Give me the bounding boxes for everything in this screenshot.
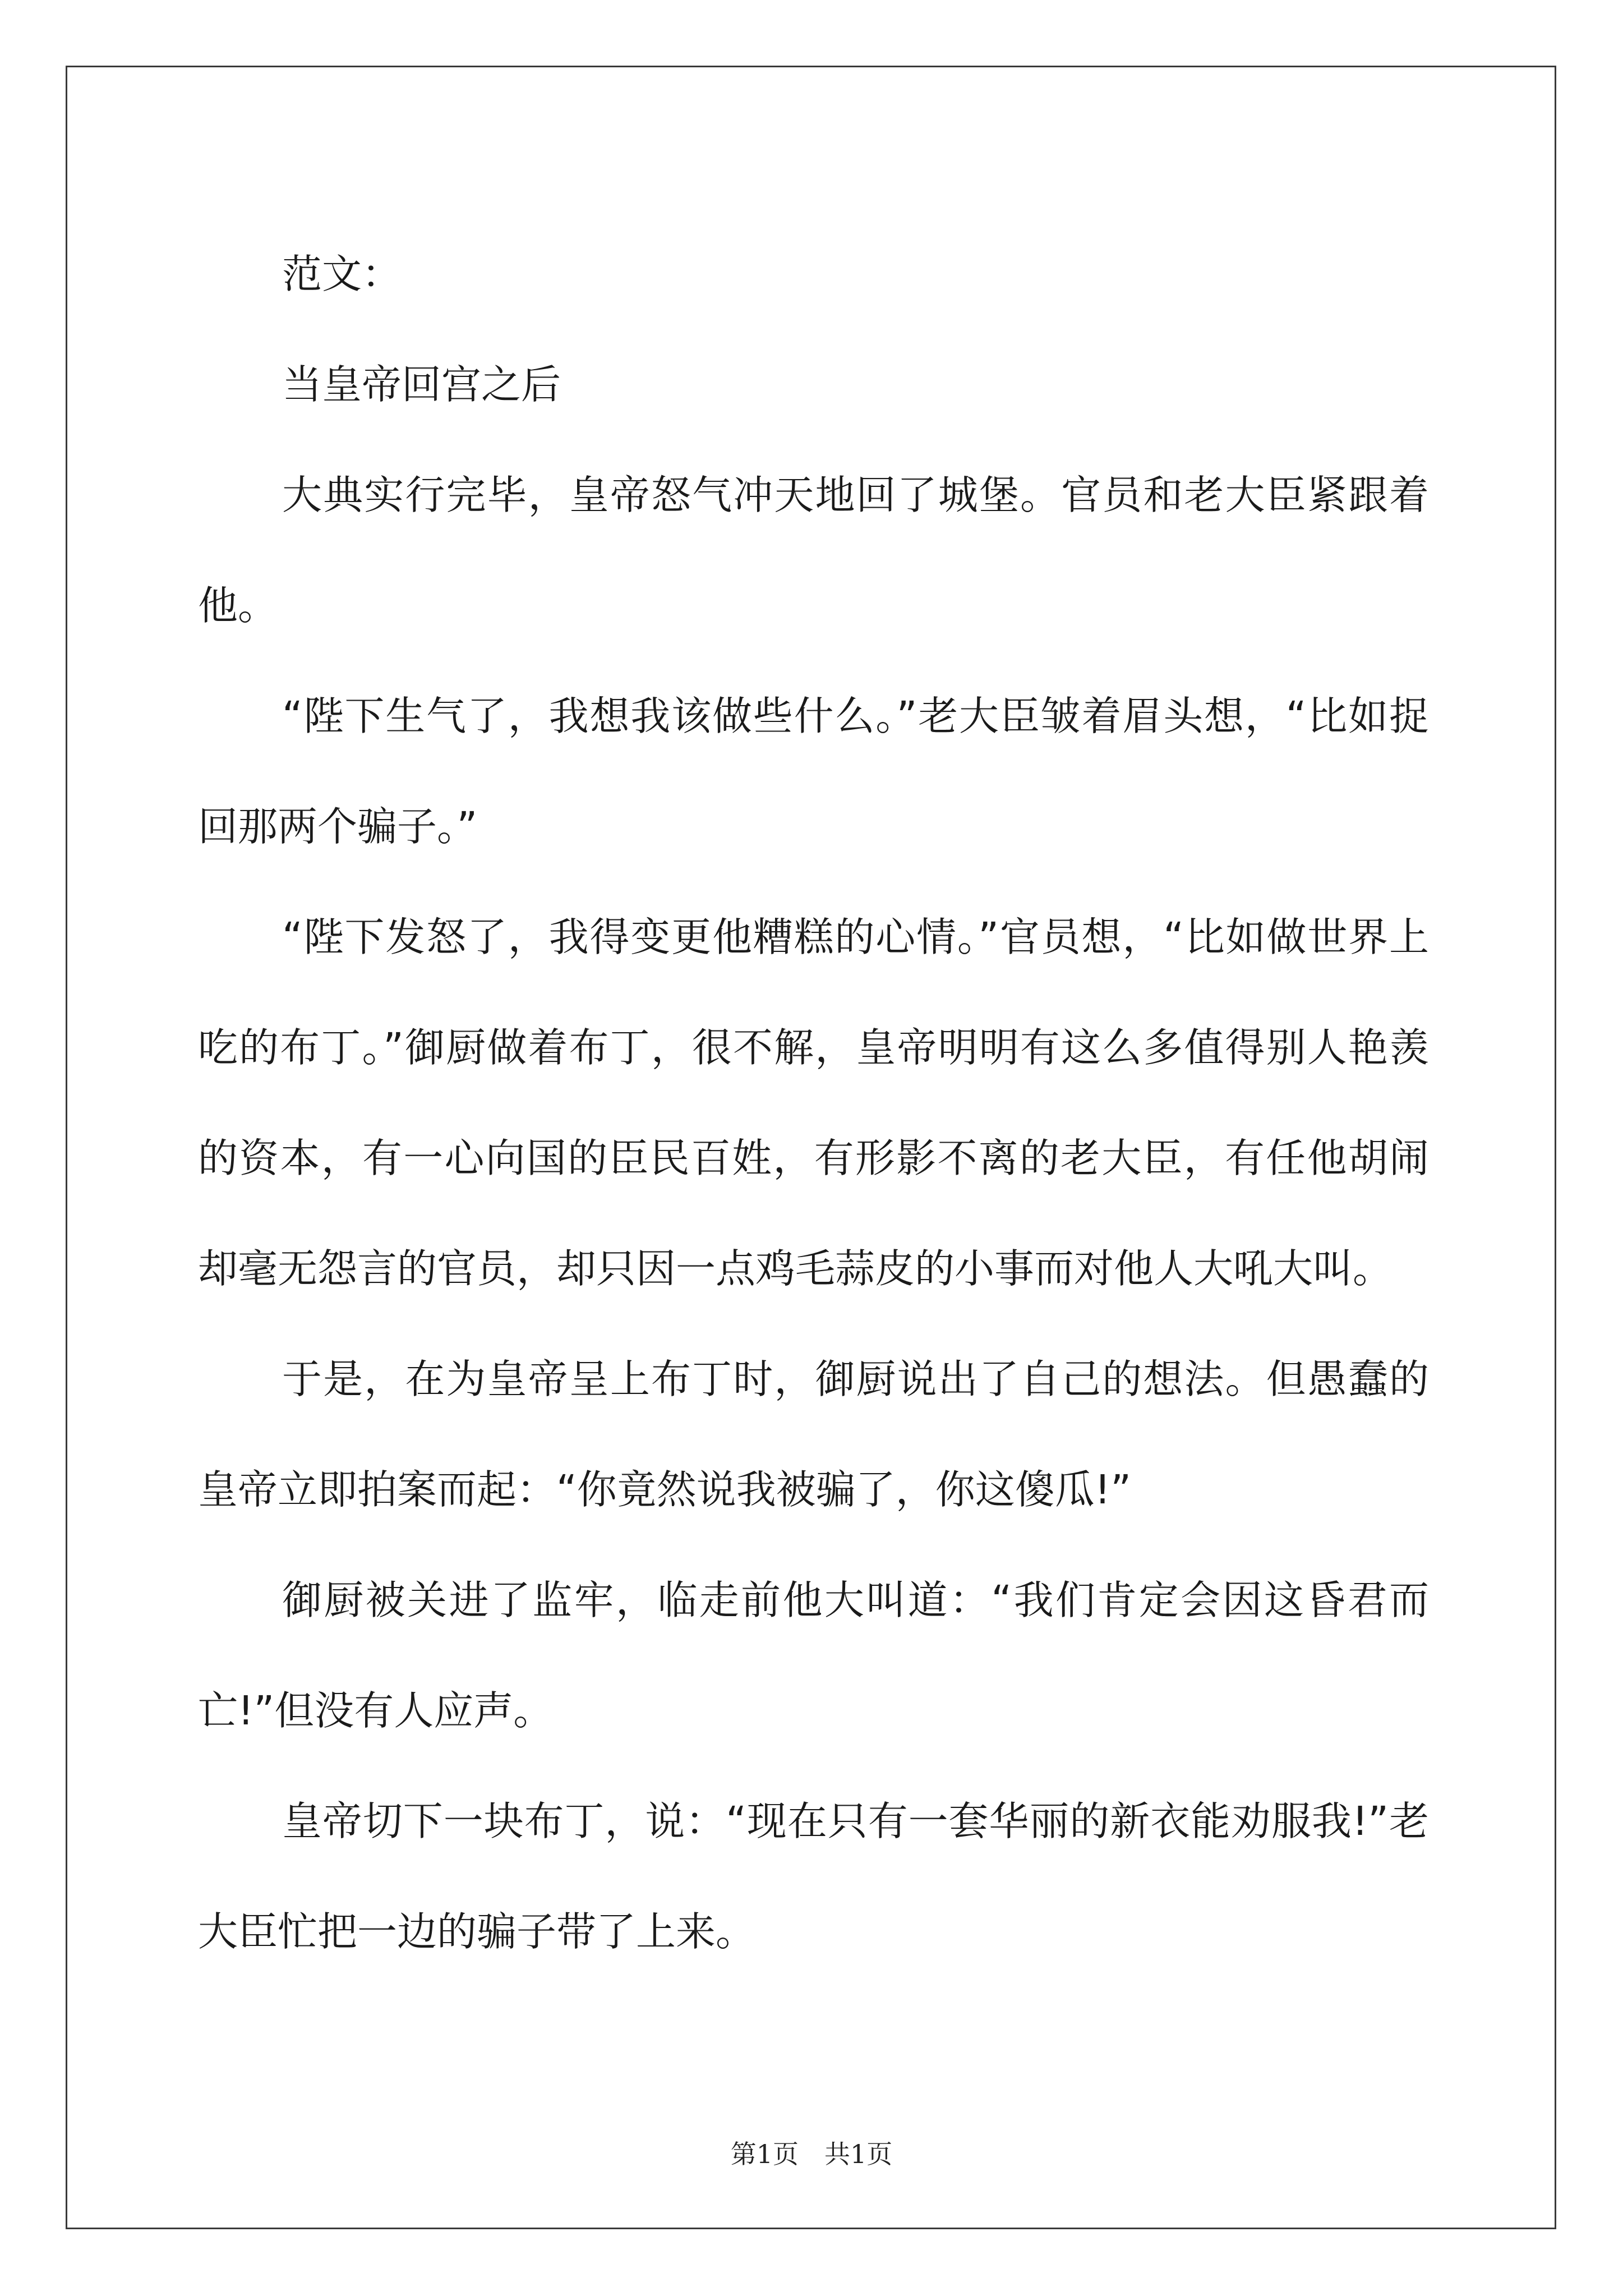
paragraph: 皇帝切下一块布丁，说：“现在只有一套华丽的新衣能劝服我!”老大臣忙把一边的骗子带了上来。	[198, 1798, 1429, 1955]
essay-title: 当皇帝回宫之后	[282, 361, 561, 408]
paragraph: “陛下生气了，我想我该做些什么。”老大臣皱着眉头想，“比如捉回那两个骗子。”	[198, 693, 1429, 850]
paragraph: 御厨被关进了监牢，临走前他大叫道：“我们肯定会因这昏君而亡!”但没有人应声。	[198, 1577, 1429, 1734]
paragraph-label: 范文：	[282, 251, 402, 297]
document-body	[198, 219, 1429, 1987]
page-number: 第1页	[730, 2139, 799, 2169]
paragraph: 于是，在为皇帝呈上布丁时，御厨说出了自己的想法。但愚蠢的皇帝立即拍案而起：“你竟然说我被骗了，你这傻瓜!”	[198, 1356, 1429, 1513]
paragraph: 大典实行完毕，皇帝怒气冲天地回了城堡。官员和老大臣紧跟着他。	[198, 472, 1429, 629]
page-footer	[0, 2134, 1623, 2171]
page-total: 共1页	[824, 2139, 893, 2169]
paragraph: “陛下发怒了，我得变更他糟糕的心情。”官员想，“比如做世界上吃的布丁。”御厨做着布丁，很不解，皇帝明明有这么多值得别人艳羡的资本，有一心向国的臣民百姓，有形影不离的老大臣，有任他胡闹却毫无怨言的官员，却只因一点鸡毛蒜皮的小事而对他人大吼大叫。	[198, 914, 1429, 1292]
